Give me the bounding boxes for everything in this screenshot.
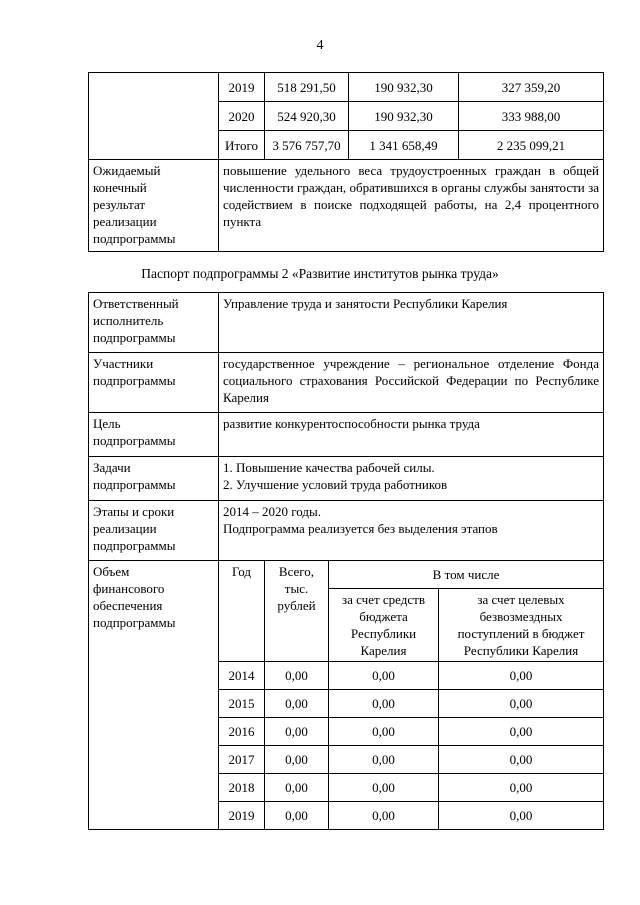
expected-result-text: повышение удельного веса трудоустроенных граждан в общей численности граждан, обратившихся в органы службы занятости за содействием в поиске подходящей работы, на 2,4 процентного пункта [219,160,604,252]
transfers-cell: 0,00 [439,662,604,690]
subprogram-passport-caption: Паспорт подпрограммы 2 «Развитие институтов рынка труда» [141,266,499,281]
transfers-cell: 0,00 [439,802,604,830]
year-header: Год [219,561,265,662]
transfers-cell: 0,00 [439,718,604,746]
funding-label: Объем финансового обеспечения подпрограммы [89,561,219,830]
stages-value: 2014 – 2020 годы. Подпрограмма реализуется без выделения этапов [219,501,604,561]
total-cell: 0,00 [265,802,329,830]
transfers-header: за счет целевых безвозмездных поступлений в бюджет Республики Карелия [439,589,604,662]
funding-header-row [89,561,604,589]
total-cell: 0,00 [265,662,329,690]
funding-table-continued [88,72,604,252]
year-cell: 2019 [219,73,265,102]
budget-cell: 0,00 [329,718,439,746]
tasks-value: 1. Повышение качества рабочей силы. 2. Улучшение условий труда работников [219,457,604,501]
goal-label: Цель подпрограммы [89,413,219,457]
transfers-cell: 327 359,20 [459,73,604,102]
year-cell: 2019 [219,802,265,830]
passport-table [88,292,604,830]
executor-row [89,293,604,353]
total-cell: 0,00 [265,718,329,746]
budget-cell: 1 341 658,49 [349,131,459,160]
total-cell: 0,00 [265,690,329,718]
transfers-cell: 0,00 [439,746,604,774]
participants-label: Участники подпрограммы [89,353,219,413]
budget-cell: 190 932,30 [349,73,459,102]
stages-label: Этапы и сроки реализации подпрограммы [89,501,219,561]
year-cell: 2014 [219,662,265,690]
table-row [89,73,604,102]
page-number: 4 [316,38,324,53]
expected-result-row [89,160,604,252]
year-cell: 2016 [219,718,265,746]
goal-row [89,413,604,457]
budget-cell: 0,00 [329,746,439,774]
total-cell: 0,00 [265,774,329,802]
empty-label-cell [89,73,219,160]
tasks-label: Задачи подпрограммы [89,457,219,501]
expected-result-label: Ожидаемый конечный результат реализации подпрограммы [89,160,219,252]
total-header: Всего, тыс. рублей [265,561,329,662]
including-header: В том числе [329,561,604,589]
budget-cell: 190 932,30 [349,102,459,131]
transfers-cell: 2 235 099,21 [459,131,604,160]
year-cell: Итого [219,131,265,160]
transfers-cell: 0,00 [439,774,604,802]
executor-value: Управление труда и занятости Республики Карелия [219,293,604,353]
participants-value: государственное учреждение – региональное отделение Фонда социального страхования Российской Федерации по Республике Карелия [219,353,604,413]
budget-header: за счет средств бюджета Республики Карелия [329,589,439,662]
year-cell: 2020 [219,102,265,131]
participants-row [89,353,604,413]
budget-cell: 0,00 [329,690,439,718]
year-cell: 2018 [219,774,265,802]
total-cell: 3 576 757,70 [265,131,349,160]
transfers-cell: 0,00 [439,690,604,718]
executor-label: Ответственный исполнитель подпрограммы [89,293,219,353]
budget-cell: 0,00 [329,774,439,802]
year-cell: 2015 [219,690,265,718]
stages-row [89,501,604,561]
budget-cell: 0,00 [329,802,439,830]
transfers-cell: 333 988,00 [459,102,604,131]
total-cell: 524 920,30 [265,102,349,131]
total-cell: 518 291,50 [265,73,349,102]
total-cell: 0,00 [265,746,329,774]
goal-value: развитие конкурентоспособности рынка труда [219,413,604,457]
budget-cell: 0,00 [329,662,439,690]
tasks-row [89,457,604,501]
year-cell: 2017 [219,746,265,774]
